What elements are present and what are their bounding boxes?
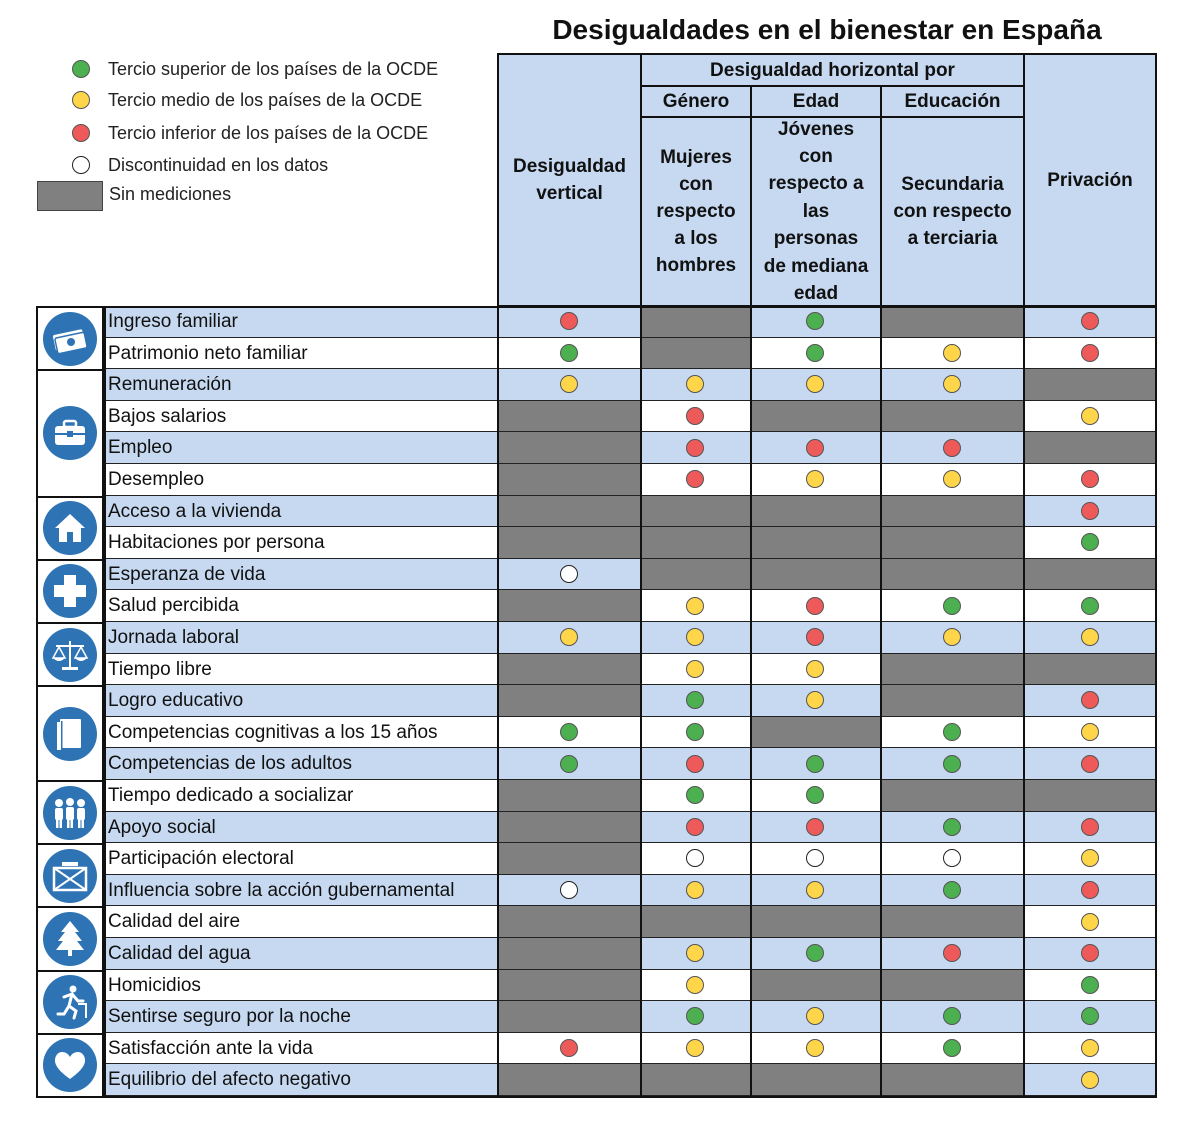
header-women: Mujeres con respecto a los hombres <box>640 116 752 307</box>
indicator-label: Jornada laboral <box>108 627 239 648</box>
indicator-label: Apoyo social <box>108 816 216 838</box>
indicator-label: Equilibrio del afecto negativo <box>108 1069 351 1091</box>
legend-item-middle <box>56 87 422 113</box>
indicator-label: Tiempo libre <box>108 658 212 680</box>
indicator-label: Salud percibida <box>108 595 239 617</box>
legend-label: Tercio medio de los países de la OCDE <box>108 89 423 110</box>
indicator-label: Calidad del agua <box>108 943 251 964</box>
header-gender: Género <box>640 85 752 118</box>
indicator-label: Calidad del aire <box>108 911 241 933</box>
header-age: Edad <box>750 85 882 118</box>
indicator-label: Sentirse seguro por la noche <box>108 1006 351 1028</box>
legend-label: Sin mediciones <box>109 184 232 204</box>
indicator-label: Remuneración <box>108 374 232 396</box>
indicator-label: Participación electoral <box>108 848 294 870</box>
page-title: Desigualdades en el bienestar en España <box>552 14 1102 45</box>
indicator-label: Competencias cognitivas a los 15 años <box>108 721 438 743</box>
green-dot-icon <box>72 60 90 78</box>
indicator-label: Competencias de los adultos <box>108 753 352 775</box>
empty-dot-icon <box>72 156 90 174</box>
indicator-label: Habitaciones por persona <box>108 532 325 554</box>
header-deprivation: Privación <box>1023 53 1157 307</box>
legend-label: Tercio superior de los países de la OCDE <box>108 58 439 79</box>
indicator-label: Empleo <box>108 437 173 459</box>
indicator-label: Bajos salarios <box>108 405 227 427</box>
indicator-label: Influencia sobre la acción gubernamental <box>108 879 455 901</box>
indicator-label: Homicidios <box>108 974 201 996</box>
table-frame <box>36 306 1157 1098</box>
indicator-label: Logro educativo <box>108 690 244 712</box>
legend-item-top <box>56 56 438 82</box>
red-dot-icon <box>72 124 90 142</box>
indicator-label: Patrimonio neto familiar <box>108 342 308 364</box>
indicator-label: Tiempo dedicado a socializar <box>108 785 354 806</box>
header-horizontal: Desigualdad horizontal por <box>640 53 1025 87</box>
legend-item-discontinuity <box>56 152 328 178</box>
header-education: Educación <box>880 85 1025 118</box>
yellow-dot-icon <box>72 91 90 109</box>
indicator-label: Esperanza de vida <box>108 563 266 585</box>
gray-swatch <box>37 181 103 211</box>
header-vertical: Desigualdad vertical <box>497 53 642 307</box>
indicator-label: Satisfacción ante la vida <box>108 1037 313 1059</box>
indicator-label: Desempleo <box>108 469 205 490</box>
header-youth: Jóvenes con respecto a las personas de mediana edad <box>750 116 882 307</box>
header-secondary: Secundaria con respecto a terciaria <box>880 116 1025 307</box>
indicator-label: Ingreso familiar <box>108 311 238 332</box>
legend-item-bottom <box>56 120 428 146</box>
legend-label: Discontinuidad en los datos <box>108 154 329 175</box>
indicator-label: Acceso a la vivienda <box>108 500 282 522</box>
legend-label: Tercio inferior de los países de la OCDE <box>108 122 429 143</box>
